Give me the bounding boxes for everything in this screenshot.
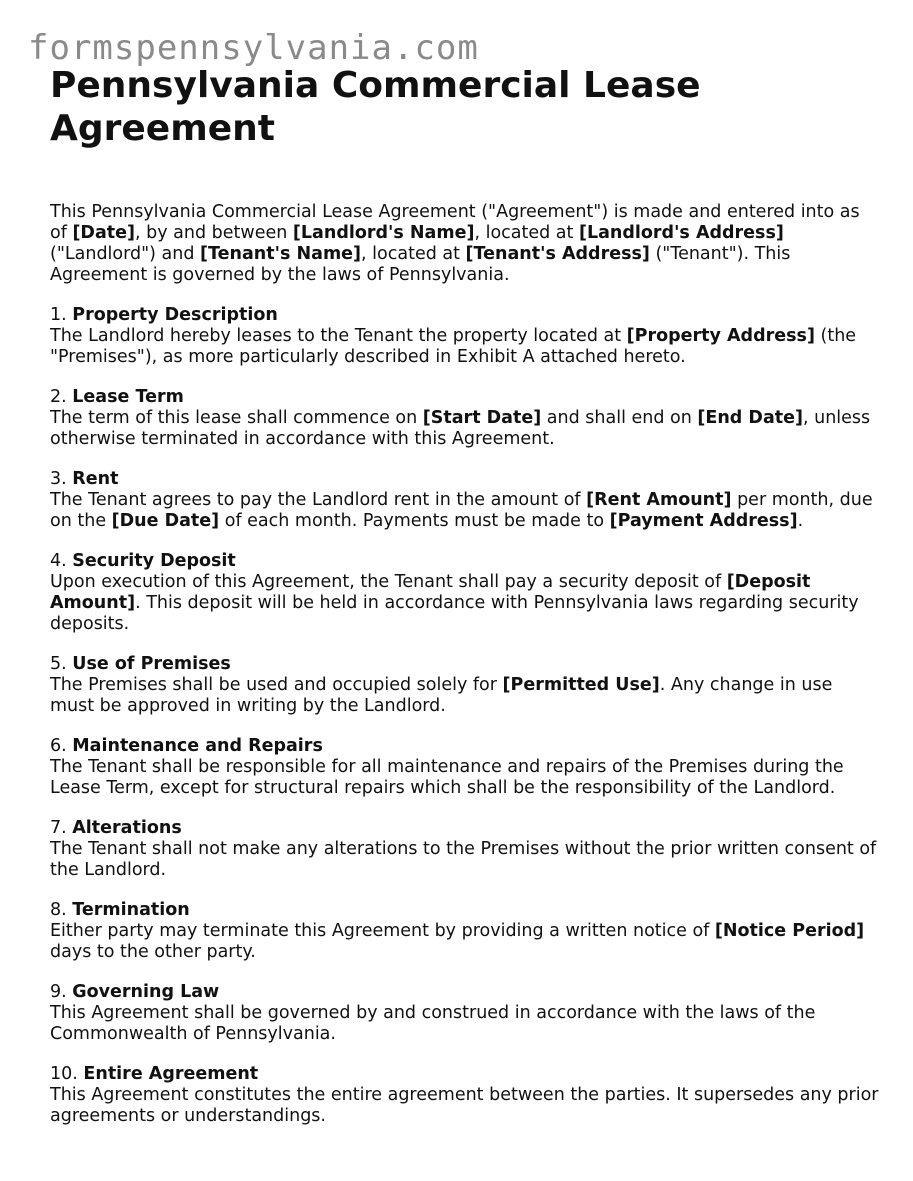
section-body [50, 675, 880, 717]
section-number: 4. [50, 551, 73, 571]
body-text: . This deposit will be held in accordance with Pennsylvania laws regarding security deposits. [50, 593, 859, 634]
section-title: Maintenance and Repairs [72, 736, 323, 756]
section-number: 6. [50, 736, 73, 756]
body-text: , unless otherwise terminated in accordance with this Agreement. [50, 408, 871, 449]
section-number: 2. [50, 387, 73, 407]
section-title: Governing Law [72, 982, 220, 1002]
body-text: (the "Premises"), as more particularly described in Exhibit A attached hereto. [50, 326, 857, 367]
section-rent [50, 469, 880, 532]
section-title: Alterations [72, 818, 182, 838]
body-text: The Tenant shall be responsible for all maintenance and repairs of the Premises during the Lease Term, except for structural repairs which shall be the responsibility of the Landlord. [50, 757, 844, 798]
section-heading [50, 818, 880, 839]
section-title: Use of Premises [72, 654, 231, 674]
payment-address-placeholder: [Payment Address] [609, 511, 798, 531]
section-body [50, 408, 880, 450]
deposit-amount-placeholder: [Deposit Amount] [50, 572, 811, 613]
body-text: . [797, 511, 804, 531]
section-body [50, 572, 880, 635]
tenant-address-placeholder: [Tenant's Address] [465, 244, 650, 264]
section-heading [50, 551, 880, 572]
section-title: Security Deposit [72, 551, 236, 571]
section-body [50, 921, 880, 963]
body-text: of each month. Payments must be made to [219, 511, 610, 531]
section-entire-agreement [50, 1064, 880, 1127]
body-text: The Tenant agrees to pay the Landlord rent in the amount of [50, 490, 587, 510]
body-text: Upon execution of this Agreement, the Tenant shall pay a security deposit of [50, 572, 727, 592]
notice-period-placeholder: [Notice Period] [714, 921, 865, 941]
section-governing-law [50, 982, 880, 1045]
body-text: Either party may terminate this Agreement by providing a written notice of [50, 921, 715, 941]
body-text: . Any change in use must be approved in writing by the Landlord. [50, 675, 833, 716]
section-heading [50, 387, 880, 408]
document [50, 64, 880, 1127]
start-date-placeholder: [Start Date] [422, 408, 542, 428]
body-text: The term of this lease shall commence on [50, 408, 423, 428]
section-body [50, 1003, 880, 1045]
section-use-of-premises [50, 654, 880, 717]
due-date-placeholder: [Due Date] [111, 511, 220, 531]
intro-text: , located at [361, 244, 466, 264]
section-lease-term [50, 387, 880, 450]
body-text: The Tenant shall not make any alterations to the Premises without the prior written consent of the Landlord. [50, 839, 877, 880]
section-number: 7. [50, 818, 73, 838]
rent-amount-placeholder: [Rent Amount] [586, 490, 732, 510]
section-number: 9. [50, 982, 73, 1002]
section-title: Rent [72, 469, 119, 489]
section-body [50, 757, 880, 799]
body-text: This Agreement shall be governed by and construed in accordance with the laws of the Commonwealth of Pennsylvania. [50, 1003, 816, 1044]
section-termination [50, 900, 880, 963]
intro-text: This Pennsylvania Commercial Lease Agreement ("Agreement") is made and entered into as of [50, 202, 860, 243]
intro-text: ("Tenant"). This Agreement is governed by the laws of Pennsylvania. [50, 244, 791, 285]
body-text: per month, due on the [50, 490, 873, 531]
section-heading [50, 469, 880, 490]
section-title: Lease Term [72, 387, 184, 407]
intro-text: , by and between [135, 223, 293, 243]
section-security-deposit [50, 551, 880, 635]
section-alterations [50, 818, 880, 881]
section-title: Entire Agreement [83, 1064, 259, 1084]
section-number: 1. [50, 305, 73, 325]
section-maintenance-and-repairs [50, 736, 880, 799]
watermark-text: formspennsylvania.com [28, 28, 479, 68]
body-text: days to the other party. [50, 942, 256, 962]
landlord-address-placeholder: [Landlord's Address] [578, 223, 784, 243]
section-number: 3. [50, 469, 73, 489]
section-heading [50, 736, 880, 757]
intro-paragraph [50, 202, 880, 286]
landlord-name-placeholder: [Landlord's Name] [292, 223, 475, 243]
tenant-name-placeholder: [Tenant's Name] [200, 244, 362, 264]
date-placeholder: [Date] [72, 223, 136, 243]
body-text: The Premises shall be used and occupied solely for [50, 675, 503, 695]
body-text: The Landlord hereby leases to the Tenant the property located at [50, 326, 627, 346]
section-heading [50, 654, 880, 675]
body-text: and shall end on [541, 408, 698, 428]
section-number: 5. [50, 654, 73, 674]
property-address-placeholder: [Property Address] [626, 326, 815, 346]
section-title: Termination [72, 900, 190, 920]
section-body [50, 326, 880, 368]
document-title: Pennsylvania Commercial Lease Agreement [50, 65, 701, 149]
section-heading [50, 305, 880, 326]
section-title: Property Description [72, 305, 278, 325]
intro-text: , located at [474, 223, 579, 243]
permitted-use-placeholder: [Permitted Use] [502, 675, 660, 695]
section-heading [50, 900, 880, 921]
intro-text: ("Landlord") and [50, 244, 201, 264]
section-property-description [50, 305, 880, 368]
end-date-placeholder: [End Date] [697, 408, 803, 428]
section-heading [50, 982, 880, 1003]
section-number: 8. [50, 900, 73, 920]
section-number: 10. [50, 1064, 84, 1084]
body-text: This Agreement constitutes the entire agreement between the parties. It supersedes any prior agreements or understandings. [50, 1085, 879, 1126]
section-body [50, 1085, 880, 1127]
section-heading [50, 1064, 880, 1085]
section-body [50, 490, 880, 532]
section-body [50, 839, 880, 881]
